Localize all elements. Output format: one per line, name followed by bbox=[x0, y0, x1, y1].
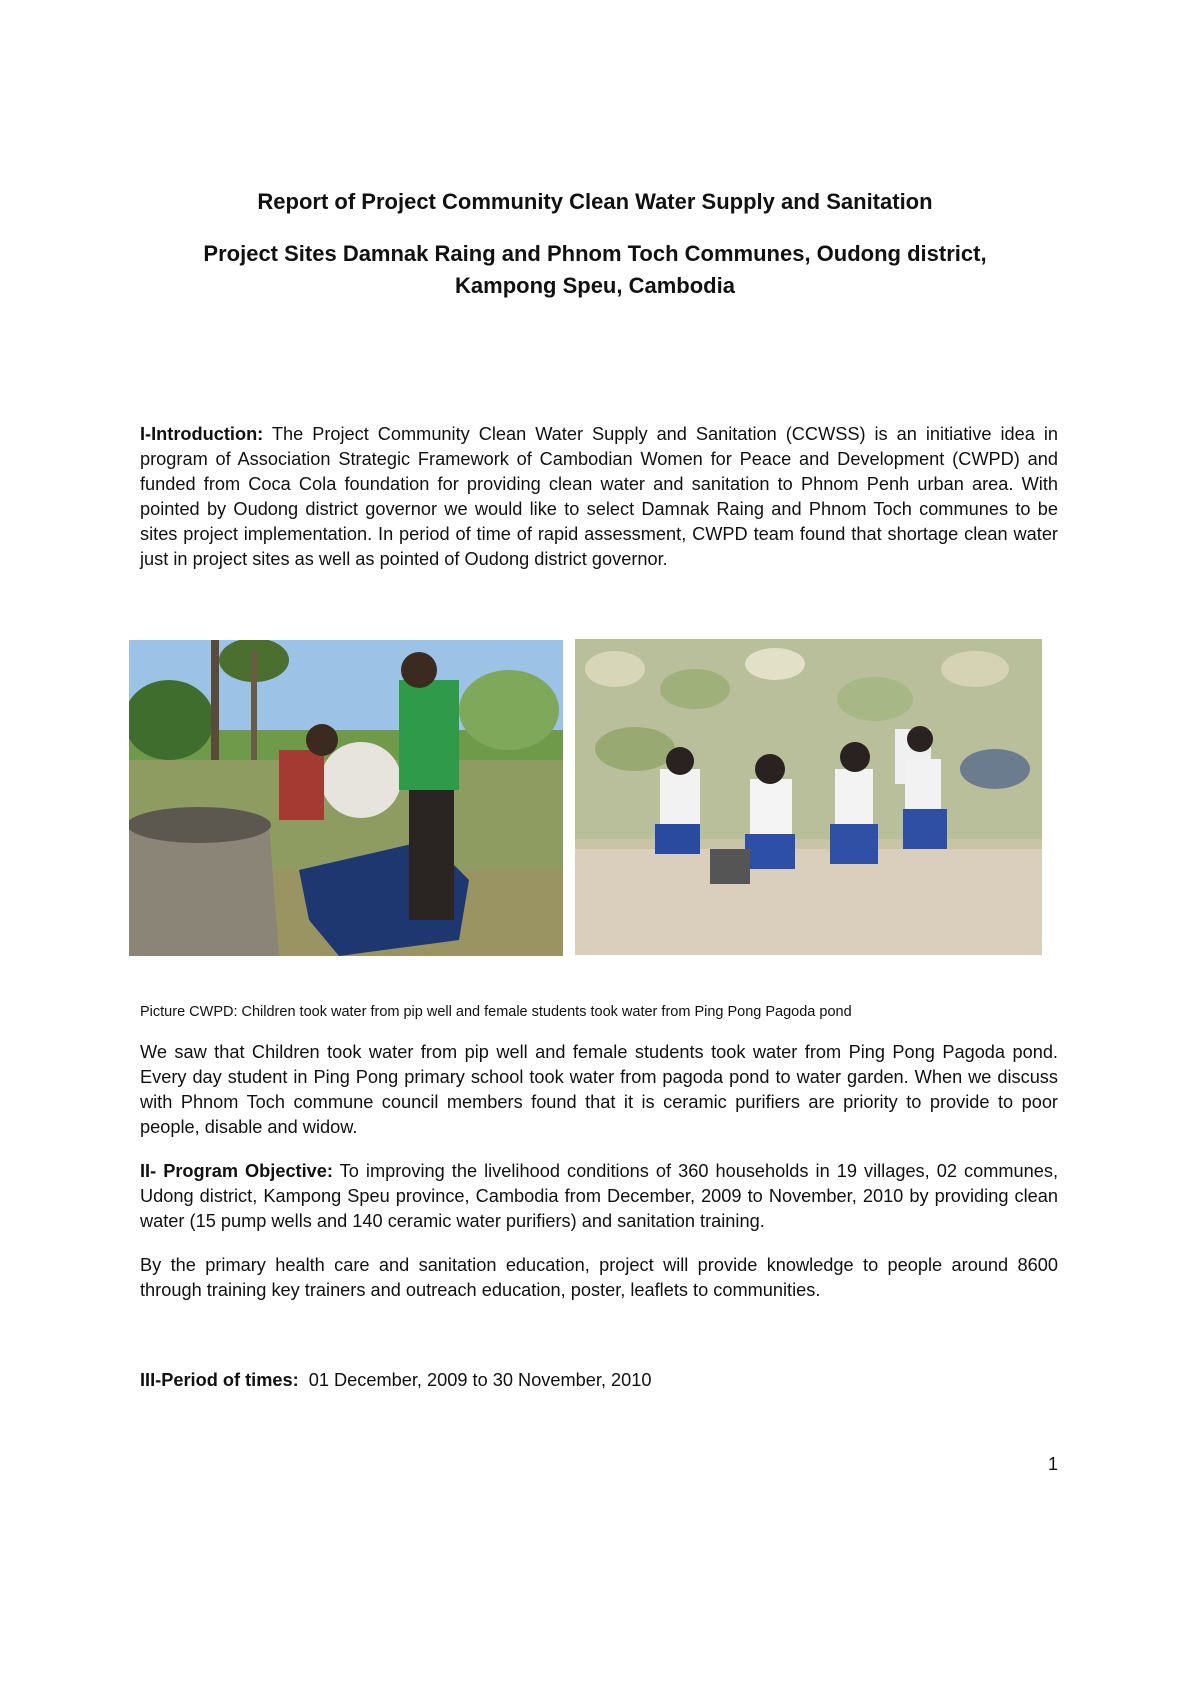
objective-paragraph bbox=[140, 1159, 1058, 1234]
introduction-text: The Project Community Clean Water Supply and Sanitation (CCWSS) is an initiative idea in program of Association Strategic Framework of Cambodian Women for Peace and Development (CWPD) and funded from Coca Cola foundation for providing clean water and sanitation to Phnom Penh urban area. With pointed by Oudong district governor we would like to select Damnak Raing and Phnom Toch communes to be sites project implementation. In period of time of rapid assessment, CWPD team found that shortage clean water just in project sites as well as pointed of Oudong district governor. bbox=[140, 424, 1058, 569]
period-paragraph bbox=[140, 1368, 1058, 1393]
page-number: 1 bbox=[1047, 1454, 1058, 1474]
objective-heading: II- Program Objective: bbox=[140, 1161, 333, 1181]
observation-paragraph: We saw that Children took water from pip well and female students took water from Ping Pong Pagoda pond. Every day student in Ping Pong primary school took water from pagoda pond to water garden. When we discuss with Phnom Toch commune council members found that it is ceramic purifiers are priority to provide to poor people, disable and widow. bbox=[140, 1042, 1058, 1137]
period-text: 01 December, 2009 to 30 November, 2010 bbox=[298, 1370, 652, 1390]
outreach-paragraph: By the primary health care and sanitation education, project will provide knowledge to people around 8600 through training key trainers and outreach education, poster, leaflets to communities. bbox=[140, 1255, 1058, 1300]
introduction-paragraph bbox=[140, 422, 1058, 572]
report-title: Report of Project Community Clean Water Supply and Sanitation bbox=[257, 189, 933, 214]
introduction-heading: I-Introduction: bbox=[140, 424, 264, 444]
well-photo bbox=[129, 640, 563, 956]
pond-photo bbox=[575, 639, 1042, 955]
report-subtitle-line2: Kampong Speu, Cambodia bbox=[455, 273, 735, 298]
objective-text: To improving the livelihood conditions of 360 households in 19 villages, 02 communes, Udong district, Kampong Speu province, Cambodia from December, 2009 to November, 2010 by providing clean water (15 pump wells and 140 ceramic water purifiers) and sanitation training. bbox=[140, 1161, 1059, 1231]
report-subtitle-line1: Project Sites Damnak Raing and Phnom Toch Communes, Oudong district, bbox=[203, 241, 987, 266]
photo-caption: Picture CWPD: Children took water from pip well and female students took water from Ping Pong Pagoda pond bbox=[140, 1004, 852, 1020]
period-heading: III-Period of times: bbox=[140, 1370, 299, 1390]
